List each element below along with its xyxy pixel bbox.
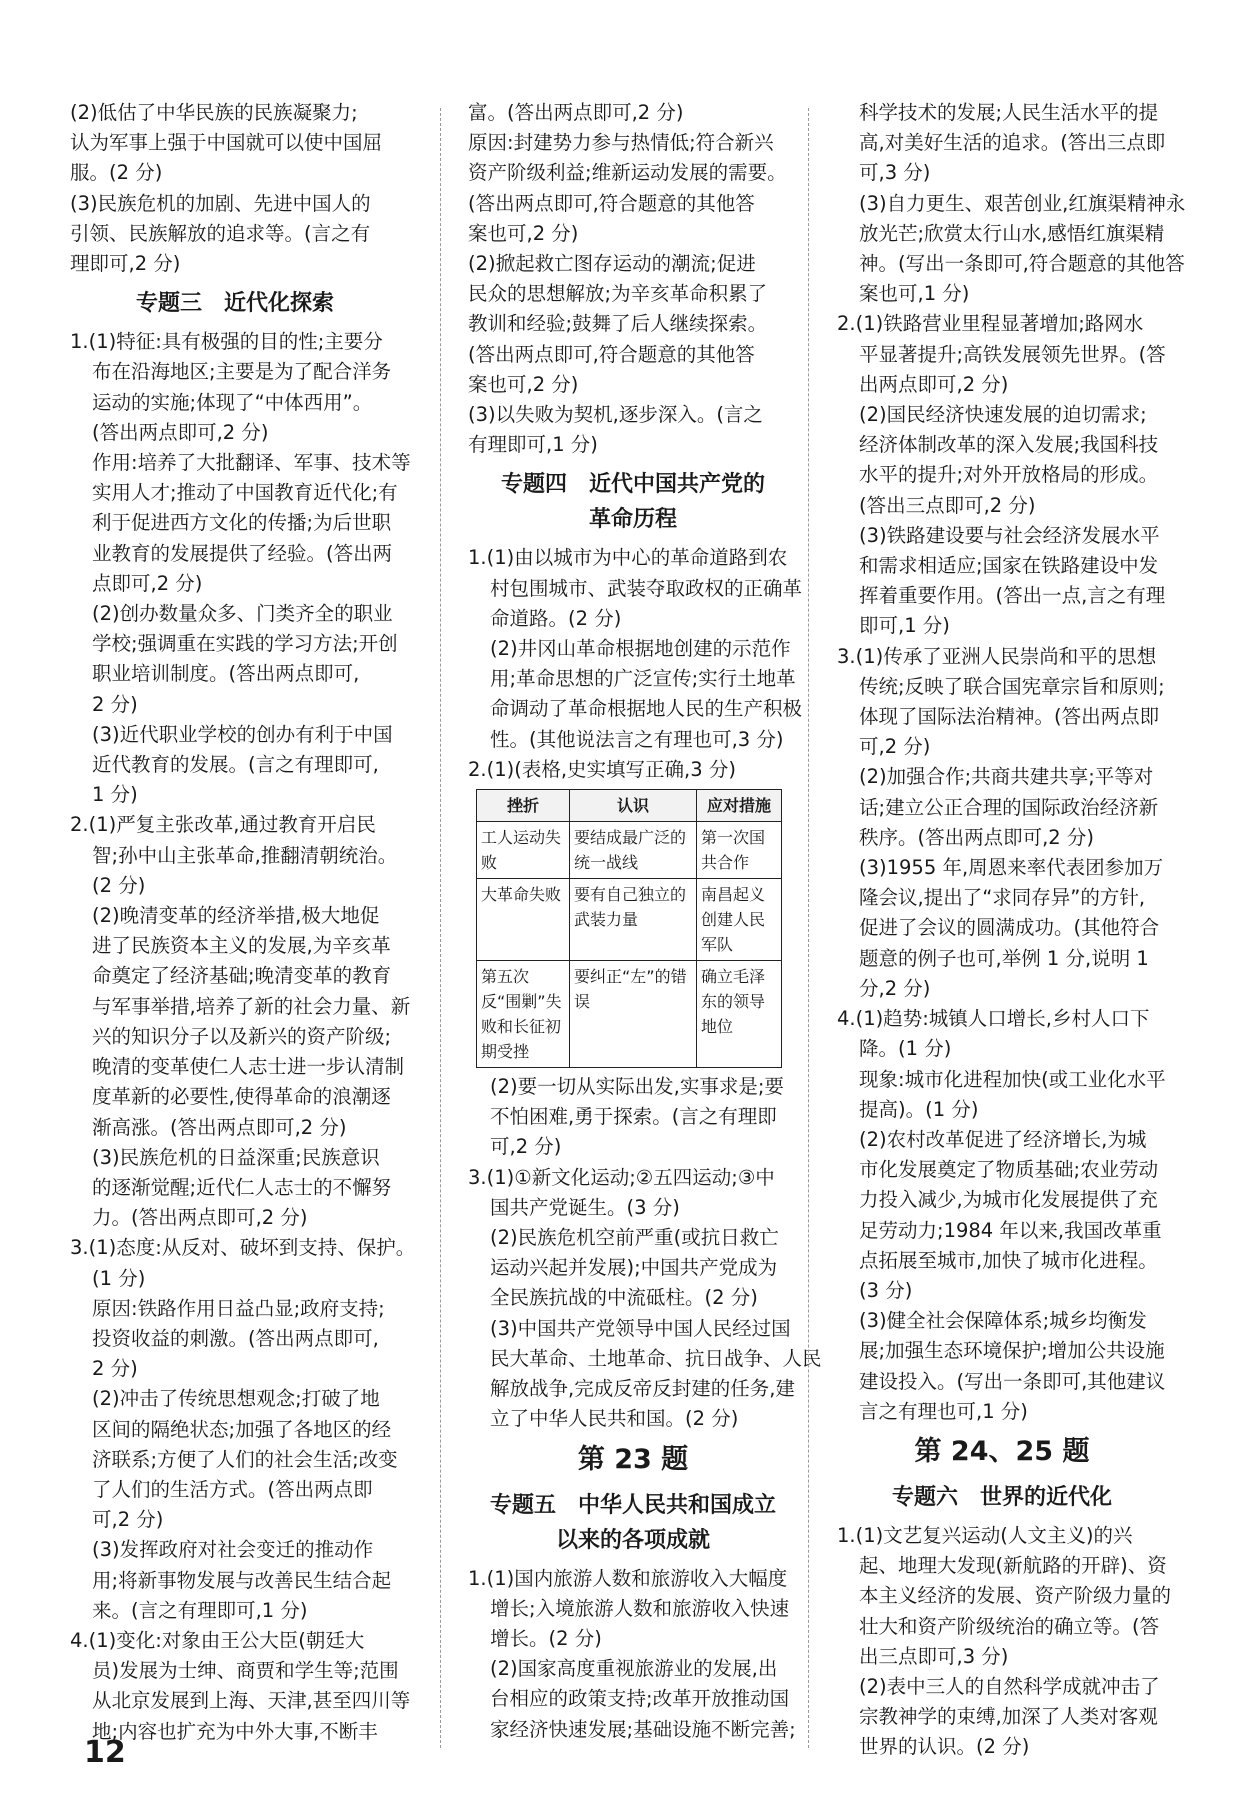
answer-line: 地;内容也扩充为中外大事,不断丰	[92, 1719, 378, 1743]
answer-line: (答出两点即可,2 分)	[92, 420, 269, 444]
answer-line: 渐高涨。(答出两点即可,2 分)	[92, 1115, 347, 1139]
answer-line: 家经济快速发展;基础设施不断完善;	[490, 1717, 796, 1741]
section-heading: 专题六 世界的近代化	[891, 1484, 1112, 1510]
answer-table	[476, 789, 782, 1068]
answer-line: (3)民族危机的日益深重;民族意识	[92, 1145, 380, 1169]
answer-line: 国共产党诞生。(3 分)	[490, 1195, 680, 1219]
table-cell: 要纠正“左”的错误	[570, 961, 697, 1068]
table-cell: 确立毛泽东的领导地位	[697, 961, 782, 1068]
answer-line: 台相应的政策支持;改革开放推动国	[490, 1687, 790, 1711]
question-number-heading: 第 23 题	[577, 1443, 689, 1475]
answer-line: (答出三点即可,2 分)	[859, 493, 1036, 517]
answer-line: 投资收益的刺激。(答出两点即可,	[92, 1326, 379, 1350]
answer-line: 进了民族资本主义的发展,为辛亥革	[92, 934, 391, 958]
answer-line: 2.(1)(表格,史实填写正确,3 分)	[468, 757, 736, 781]
answer-line: 科学技术的发展;人民生活水平的提	[859, 101, 1159, 124]
table-row	[477, 961, 782, 1068]
answer-line: 从北京发展到上海、天津,甚至四川等	[92, 1689, 411, 1713]
answer-line: (1 分)	[92, 1266, 146, 1290]
answer-line: 村包围城市、武装夺取政权的正确革	[490, 576, 803, 600]
answer-line: 起、地理大发现(新航路的开辟)、资	[859, 1554, 1167, 1578]
answer-line: 3.(1)态度:从反对、破坏到支持、保护。	[70, 1236, 416, 1260]
page-number: 12	[84, 1735, 126, 1770]
table-cell: 要有自己独立的武装力量	[570, 879, 697, 961]
answer-line: 话;建立公正合理的国际政治经济新	[859, 795, 1159, 819]
answer-line: (答出两点即可,符合题意的其他答	[468, 191, 755, 215]
answer-column-left	[70, 98, 416, 1747]
answer-line: (3)中国共产党领导中国人民经过国	[490, 1316, 791, 1340]
answer-line: (3)铁路建设要与社会经济发展水平	[859, 523, 1160, 547]
answer-column-right	[837, 98, 1186, 1763]
table-cell: 第一次国共合作	[697, 822, 782, 879]
answer-line: 挥着重要作用。(答出一点,言之有理	[859, 584, 1166, 608]
answer-line: 可,3 分)	[859, 161, 931, 185]
answer-line: (3)以失败为契机,逐步深入。(言之	[468, 403, 763, 427]
section-heading: 以来的各项成就	[555, 1527, 710, 1553]
table-header-cell: 认识	[570, 790, 697, 822]
answer-line: (2)民族危机空前严重(或抗日救亡	[490, 1226, 779, 1250]
answer-line: 力。(答出两点即可,2 分)	[92, 1206, 308, 1230]
answer-line: 平显著提升;高铁发展领先世界。(答	[859, 342, 1166, 366]
answer-line: 神。(写出一条即可,符合题意的其他答	[859, 252, 1185, 276]
table-header-cell: 应对措施	[697, 790, 782, 822]
answer-line: 2 分)	[92, 1357, 138, 1381]
column-divider	[440, 108, 441, 1748]
answer-line: 增长;入境旅游人数和旅游收入快速	[490, 1596, 790, 1620]
table-cell: 要结成最广泛的统一战线	[570, 822, 697, 879]
answer-line: 案也可,2 分)	[468, 372, 579, 396]
answer-line: 了人们的生活方式。(答出两点即	[92, 1477, 373, 1501]
answer-line: 实用人才;推动了中国教育近代化;有	[92, 481, 398, 505]
answer-line: 资产阶级利益;维新运动发展的需要。	[468, 161, 787, 185]
answer-line: 增长。(2 分)	[490, 1626, 602, 1650]
answer-line: 济联系;方便了人们的社会生活;改变	[92, 1447, 398, 1471]
answer-line: 4.(1)趋势:城镇人口增长,乡村人口下	[837, 1007, 1150, 1031]
answer-line: 经济体制改革的深入发展;我国科技	[859, 433, 1159, 457]
answer-line: 可,2 分)	[490, 1135, 562, 1159]
answer-line: 本主义经济的发展、资产阶级力量的	[859, 1584, 1172, 1608]
answer-line: 宗教神学的束缚,加深了人类对客观	[859, 1705, 1158, 1729]
answer-line: (3)民族危机的加剧、先进中国人的	[70, 191, 371, 215]
answer-line: 用;革命思想的广泛宣传;实行土地革	[490, 667, 796, 691]
answer-line: 的逐渐觉醒;近代仁人志士的不懈努	[92, 1175, 392, 1199]
answer-line: 市化发展奠定了物质基础;农业劳动	[859, 1158, 1159, 1182]
answer-line: 命道路。(2 分)	[490, 606, 622, 630]
answer-line: 利于促进西方文化的传播;为后世职	[92, 511, 392, 535]
answer-line: 有理即可,1 分)	[468, 433, 598, 457]
answer-line: (2)要一切从实际出发,实事求是;要	[490, 1075, 784, 1099]
answer-line: 命奠定了经济基础;晚清变革的教育	[92, 964, 392, 988]
answer-line: (答出两点即可,符合题意的其他答	[468, 342, 755, 366]
table-row	[477, 822, 782, 879]
answer-line: (2)晚清变革的经济举措,极大地促	[92, 904, 380, 928]
answer-line: 布在沿海地区;主要是为了配合洋务	[92, 360, 392, 384]
answer-line: 引领、民族解放的追求等。(言之有	[70, 221, 371, 245]
answer-line: 业教育的发展提供了经验。(答出两	[92, 541, 393, 565]
section-heading: 专题三 近代化探索	[135, 291, 334, 317]
answer-line: (3 分)	[859, 1278, 913, 1302]
answer-line: (2)低估了中华民族的民族凝聚力;	[70, 101, 358, 124]
answer-line: 学校;强调重在实践的学习方法;开创	[92, 632, 398, 656]
answer-line: 点拓展至城市,加快了城市化进程。	[859, 1248, 1158, 1272]
answer-line: 案也可,1 分)	[859, 282, 970, 306]
answer-column-middle	[468, 98, 822, 1745]
answer-line: 全民族抗战的中流砥柱。(2 分)	[490, 1286, 758, 1310]
answer-line: 可,2 分)	[859, 735, 931, 759]
answer-line: 出三点即可,3 分)	[859, 1644, 1009, 1668]
table-header-row	[477, 790, 782, 822]
answer-line: 认为军事上强于中国就可以使中国屈	[70, 131, 383, 155]
answer-line: 职业培训制度。(答出两点即可,	[92, 662, 360, 686]
answer-line: 民大革命、土地革命、抗日战争、人民	[490, 1346, 822, 1370]
answer-line: (2)加强合作;共商共建共享;平等对	[859, 765, 1154, 789]
answer-line: 1 分)	[92, 783, 138, 807]
answer-line: (3)1955 年,周恩来率代表团参加万	[859, 856, 1164, 880]
answer-line: 运动的实施;体现了“中体西用”。	[92, 390, 373, 414]
question-number-heading: 第 24、25 题	[914, 1435, 1090, 1467]
answer-line: 促进了会议的圆满成功。(其他符合	[859, 916, 1160, 940]
answer-line: 建设投入。(写出一条即可,其他建议	[859, 1369, 1166, 1393]
column-text-after-table	[468, 1072, 822, 1745]
answer-line: 民众的思想解放;为辛亥革命积累了	[468, 282, 768, 306]
table-header-cell: 挫折	[477, 790, 570, 822]
answer-line: 智;孙中山主张革命,推翻清朝统治。	[92, 843, 398, 867]
answer-line: (2)掀起救亡图存运动的潮流;促进	[468, 252, 756, 276]
answer-line: (3)健全社会保障体系;城乡均衡发	[859, 1309, 1147, 1333]
answer-line: 隆会议,提出了“求同存异”的方针,	[859, 886, 1146, 910]
answer-line: 水平的提升;对外开放格局的形成。	[859, 463, 1159, 487]
answer-line: 用;将新事物发展与改善民生结合起	[92, 1568, 392, 1592]
answer-line: 服。(2 分)	[70, 161, 163, 185]
answer-line: 可,2 分)	[92, 1508, 164, 1532]
section-heading: 革命历程	[588, 507, 677, 533]
answer-line: (2)表中三人的自然科学成就冲击了	[859, 1674, 1160, 1698]
answer-line: 4.(1)变化:对象由王公大臣(朝廷大	[70, 1628, 365, 1652]
answer-line: 教训和经验;鼓舞了后人继续探索。	[468, 312, 768, 336]
section-heading: 专题五 中华人民共和国成立	[489, 1492, 776, 1518]
answer-line: 3.(1)传承了亚洲人民崇尚和平的思想	[837, 644, 1157, 668]
answer-line: (2 分)	[92, 873, 146, 897]
answer-line: (2)国民经济快速发展的迫切需求;	[859, 403, 1147, 427]
table-row	[477, 879, 782, 961]
answer-line: 世界的认识。(2 分)	[859, 1735, 1030, 1759]
answer-line: 分,2 分)	[859, 976, 931, 1000]
answer-line: 体现了国际法治精神。(答出两点即	[859, 705, 1160, 729]
answer-line: (3)发挥政府对社会变迁的推动作	[92, 1538, 374, 1562]
answer-line: 近代教育的发展。(言之有理即可,	[92, 753, 379, 777]
answer-line: (2)冲击了传统思想观念;打破了地	[92, 1387, 380, 1411]
answer-line: 2.(1)铁路营业里程显著增加;路网水	[837, 312, 1144, 336]
answer-line: 晚清的变革使仁人志士进一步认清制	[92, 1055, 405, 1079]
answer-line: 出两点即可,2 分)	[859, 372, 1009, 396]
answer-line: 1.(1)文艺复兴运动(人文主义)的兴	[837, 1523, 1133, 1547]
answer-line: 员)发展为士绅、商贾和学生等;范围	[92, 1659, 399, 1683]
answer-line: 来。(言之有理即可,1 分)	[92, 1598, 308, 1622]
answer-line: 区间的隔绝状态;加强了各地区的经	[92, 1417, 392, 1441]
answer-line: (2)创办数量众多、门类齐全的职业	[92, 602, 393, 626]
answer-line: 与军事举措,培养了新的社会力量、新	[92, 994, 411, 1018]
answer-line: 富。(答出两点即可,2 分)	[468, 101, 684, 124]
answer-line: 降。(1 分)	[859, 1037, 952, 1061]
answer-line: 展;加强生态环境保护;增加公共设施	[859, 1339, 1165, 1363]
answer-line: 2 分)	[92, 692, 138, 716]
answer-line: 原因:封建势力参与热情低;符合新兴	[468, 131, 774, 155]
answer-line: 力投入减少,为城市化发展提供了充	[859, 1188, 1158, 1212]
answer-line: (3)近代职业学校的创办有利于中国	[92, 722, 393, 746]
answer-line: 度革新的必要性,使得革命的浪潮逐	[92, 1085, 391, 1109]
answer-line: 性。(其他说法言之有理也可,3 分)	[490, 727, 784, 751]
answer-line: 传统;反映了联合国宪章宗旨和原则;	[859, 674, 1165, 698]
answer-line: 即可,1 分)	[859, 614, 950, 638]
answer-line: 理即可,2 分)	[70, 252, 181, 276]
answer-line: 1.(1)国内旅游人数和旅游收入大幅度	[468, 1566, 788, 1590]
answer-line: 3.(1)①新文化运动;②五四运动;③中	[468, 1165, 775, 1189]
answer-line: 和需求相适应;国家在铁路建设中发	[859, 554, 1159, 578]
answer-line: 秩序。(答出两点即可,2 分)	[859, 825, 1095, 849]
answer-line: 解放战争,完成反帝反封建的任务,建	[490, 1377, 795, 1401]
answer-line: 现象:城市化进程加快(或工业化水平	[859, 1067, 1166, 1091]
answer-line: (2)国家高度重视旅游业的发展,出	[490, 1657, 778, 1681]
table-cell: 南昌起义创建人民军队	[697, 879, 782, 961]
answer-line: 放光芒;欣赏太行山水,感悟红旗渠精	[859, 221, 1165, 245]
column-text-before-table	[468, 98, 803, 785]
answer-line: 高,对美好生活的追求。(答出三点即	[859, 131, 1166, 155]
answer-line: 运动兴起并发展);中国共产党成为	[490, 1256, 778, 1280]
table-cell: 工人运动失败	[477, 822, 570, 879]
answer-line: 2.(1)严复主张改革,通过教育开启民	[70, 813, 376, 837]
answer-line: 壮大和资产阶级统治的确立等。(答	[859, 1614, 1160, 1638]
answer-line: (3)自力更生、艰苦创业,红旗渠精神永	[859, 191, 1186, 215]
answer-line: 命调动了革命根据地人民的生产积极	[490, 697, 803, 721]
answer-line: 1.(1)由以城市为中心的革命道路到农	[468, 546, 788, 570]
table-cell: 大革命失败	[477, 879, 570, 961]
answer-line: 提高)。(1 分)	[859, 1097, 979, 1121]
answer-line: 题意的例子也可,举例 1 分,说明 1	[859, 946, 1149, 970]
answer-line: 作用:培养了大批翻译、军事、技术等	[92, 451, 411, 475]
answer-line: 原因:铁路作用日益凸显;政府支持;	[92, 1296, 385, 1320]
answer-line: 足劳动力;1984 年以来,我国改革重	[859, 1218, 1162, 1242]
column-divider	[808, 108, 809, 1748]
answer-line: 1.(1)特征:具有极强的目的性;主要分	[70, 330, 383, 354]
answer-line: (2)井冈山革命根据地创建的示范作	[490, 637, 791, 661]
section-heading: 专题四 近代中国共产党的	[500, 472, 765, 498]
answer-line: 不怕困难,勇于探索。(言之有理即	[490, 1105, 777, 1129]
answer-line: (2)农村改革促进了经济增长,为城	[859, 1127, 1147, 1151]
answer-line: 言之有理也可,1 分)	[859, 1399, 1028, 1423]
answer-line: 案也可,2 分)	[468, 221, 579, 245]
answer-line: 立了中华人民共和国。(2 分)	[490, 1407, 739, 1431]
answer-line: 兴的知识分子以及新兴的资产阶级;	[92, 1024, 392, 1048]
answer-line: 点即可,2 分)	[92, 571, 203, 595]
table-cell: 第五次反“围剿”失败和长征初期受挫	[477, 961, 570, 1068]
